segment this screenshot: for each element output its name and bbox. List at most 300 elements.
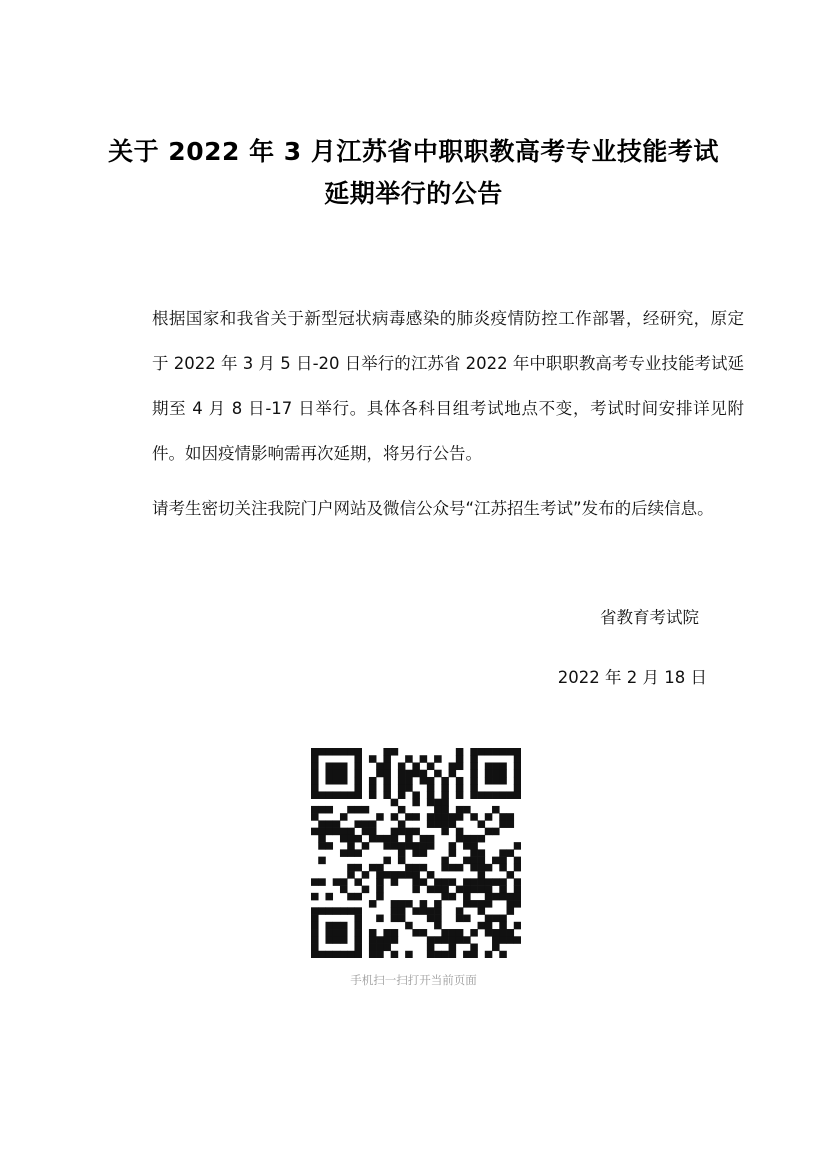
- qr-module: [499, 886, 507, 894]
- qr-module: [470, 784, 478, 792]
- qr-module: [507, 791, 515, 799]
- qr-module: [340, 936, 348, 944]
- qr-module: [427, 944, 435, 952]
- qr-module: [514, 857, 521, 865]
- qr-module: [470, 849, 478, 857]
- qr-module: [492, 878, 500, 886]
- qr-module: [398, 857, 406, 865]
- qr-module: [354, 936, 362, 944]
- qr-module: [485, 864, 493, 872]
- qr-module: [362, 842, 370, 850]
- qr-module: [311, 878, 319, 886]
- qr-module: [354, 791, 362, 799]
- qr-module: [412, 886, 420, 894]
- qr-module: [354, 864, 362, 872]
- qr-module: [463, 886, 471, 894]
- body-paragraph-2: 请考生密切关注我院门户网站及微信公众号“江苏招生考试”发布的后续信息。: [152, 499, 714, 518]
- qr-module: [383, 871, 391, 879]
- qr-module: [369, 929, 377, 937]
- qr-module: [412, 799, 420, 807]
- qr-module: [470, 791, 478, 799]
- qr-module: [318, 748, 326, 756]
- qr-code-icon[interactable]: [311, 748, 521, 958]
- qr-module: [499, 791, 507, 799]
- qr-module: [383, 857, 391, 865]
- qr-module: [492, 748, 500, 756]
- qr-module: [499, 915, 507, 923]
- qr-module: [369, 900, 377, 908]
- qr-module: [456, 835, 464, 843]
- qr-module: [383, 755, 391, 763]
- qr-module: [325, 791, 333, 799]
- qr-module: [463, 842, 471, 850]
- qr-module: [492, 828, 500, 836]
- qr-module: [499, 893, 507, 901]
- qr-module: [485, 748, 493, 756]
- qr-module: [354, 893, 362, 901]
- qr-caption: 手机扫一扫打开当前页面: [350, 973, 477, 987]
- qr-module: [478, 820, 486, 828]
- qr-module: [325, 936, 333, 944]
- qr-module: [398, 762, 406, 770]
- qr-module: [441, 929, 449, 937]
- qr-module: [412, 842, 420, 850]
- qr-module: [485, 922, 493, 930]
- qr-module: [391, 871, 399, 879]
- qr-module: [405, 784, 413, 792]
- qr-module: [449, 864, 457, 872]
- qr-module: [420, 770, 428, 778]
- qr-module: [514, 893, 521, 901]
- qr-module: [449, 944, 457, 952]
- qr-module: [398, 907, 406, 915]
- qr-module: [325, 828, 333, 836]
- qr-module: [311, 936, 319, 944]
- qr-module: [507, 849, 515, 857]
- qr-module: [507, 907, 515, 915]
- qr-module: [362, 871, 370, 879]
- qr-module: [405, 770, 413, 778]
- qr-module: [398, 784, 406, 792]
- qr-module: [333, 820, 341, 828]
- qr-module: [333, 878, 341, 886]
- qr-module: [412, 864, 420, 872]
- qr-module: [507, 900, 515, 908]
- qr-module: [420, 842, 428, 850]
- qr-module: [311, 784, 319, 792]
- qr-module: [398, 842, 406, 850]
- qr-module: [449, 951, 457, 958]
- qr-module: [434, 922, 442, 930]
- qr-module: [311, 806, 319, 814]
- qr-module: [340, 770, 348, 778]
- qr-module: [420, 900, 428, 908]
- qr-module: [340, 828, 348, 836]
- qr-module: [311, 791, 319, 799]
- qr-module: [507, 748, 515, 756]
- qr-module: [354, 748, 362, 756]
- qr-module: [362, 886, 370, 894]
- qr-module: [441, 784, 449, 792]
- qr-module: [398, 871, 406, 879]
- qr-module: [362, 828, 370, 836]
- qr-module: [456, 762, 464, 770]
- qr-module: [347, 893, 355, 901]
- qr-module: [398, 849, 406, 857]
- qr-module: [340, 929, 348, 937]
- qr-module: [427, 936, 435, 944]
- qr-module: [340, 886, 348, 894]
- qr-module: [514, 755, 521, 763]
- qr-module: [318, 828, 326, 836]
- qr-module: [463, 900, 471, 908]
- qr-module: [369, 936, 377, 944]
- qr-module: [470, 857, 478, 865]
- qr-module: [420, 878, 428, 886]
- qr-module: [405, 842, 413, 850]
- qr-module: [347, 828, 355, 836]
- qr-module: [470, 951, 478, 958]
- qr-module: [398, 828, 406, 836]
- qr-module: [318, 835, 326, 843]
- qr-module: [325, 820, 333, 828]
- qr-module: [441, 857, 449, 865]
- qr-module: [340, 849, 348, 857]
- qr-module: [463, 951, 471, 958]
- qr-module: [514, 886, 521, 894]
- qr-module: [318, 791, 326, 799]
- qr-module: [456, 813, 464, 821]
- qr-module: [354, 929, 362, 937]
- qr-module: [427, 762, 435, 770]
- qr-module: [499, 936, 507, 944]
- qr-module: [499, 922, 507, 930]
- qr-module: [449, 842, 457, 850]
- qr-module: [492, 929, 500, 937]
- qr-module: [362, 820, 370, 828]
- qr-module: [499, 878, 507, 886]
- qr-module: [391, 842, 399, 850]
- qr-module: [405, 864, 413, 872]
- qr-module: [347, 864, 355, 872]
- qr-module: [441, 777, 449, 785]
- qr-module: [333, 777, 341, 785]
- qr-module: [405, 813, 413, 821]
- qr-module: [318, 878, 326, 886]
- qr-module: [398, 791, 406, 799]
- qr-module: [499, 820, 507, 828]
- qr-module: [499, 748, 507, 756]
- qr-module: [427, 915, 435, 923]
- qr-module: [398, 777, 406, 785]
- qr-module: [354, 944, 362, 952]
- qr-module: [456, 791, 464, 799]
- qr-module: [420, 929, 428, 937]
- qr-module: [340, 878, 348, 886]
- qr-module: [354, 915, 362, 923]
- qr-module: [376, 936, 384, 944]
- qr-module: [427, 777, 435, 785]
- qr-module: [470, 842, 478, 850]
- qr-module: [478, 871, 486, 879]
- qr-module: [514, 842, 521, 850]
- qr-module: [369, 835, 377, 843]
- title-line-1: 关于 2022 年 3 月江苏省中职职教高考专业技能考试: [108, 137, 719, 166]
- qr-module: [391, 907, 399, 915]
- qr-module: [499, 849, 507, 857]
- qr-module: [449, 770, 457, 778]
- qr-module: [434, 755, 442, 763]
- qr-module: [412, 907, 420, 915]
- qr-module: [376, 762, 384, 770]
- qr-module: [499, 762, 507, 770]
- qr-module: [391, 828, 399, 836]
- qr-module: [420, 777, 428, 785]
- qr-module: [340, 922, 348, 930]
- qr-module: [311, 922, 319, 930]
- qr-module: [376, 886, 384, 894]
- qr-module: [412, 849, 420, 857]
- qr-module: [485, 791, 493, 799]
- qr-module: [485, 900, 493, 908]
- qr-module: [362, 806, 370, 814]
- qr-module: [478, 907, 486, 915]
- qr-module: [470, 835, 478, 843]
- qr-module: [514, 777, 521, 785]
- qr-module: [325, 806, 333, 814]
- qr-module: [340, 748, 348, 756]
- qr-module: [347, 849, 355, 857]
- qr-module: [340, 791, 348, 799]
- qr-module: [405, 951, 413, 958]
- qr-module: [412, 871, 420, 879]
- qr-module: [325, 893, 333, 901]
- qr-module: [427, 951, 435, 958]
- qr-module: [456, 907, 464, 915]
- qr-module: [449, 936, 457, 944]
- qr-module: [420, 835, 428, 843]
- qr-module: [434, 878, 442, 886]
- qr-module: [325, 922, 333, 930]
- qr-module: [412, 770, 420, 778]
- qr-module: [507, 871, 515, 879]
- qr-module: [376, 944, 384, 952]
- qr-module: [398, 806, 406, 814]
- qr-module: [311, 777, 319, 785]
- qr-module: [427, 842, 435, 850]
- qr-module: [405, 922, 413, 930]
- qr-module: [347, 951, 355, 958]
- qr-module: [449, 878, 457, 886]
- qr-module: [456, 828, 464, 836]
- qr-module: [354, 806, 362, 814]
- qr-module: [441, 878, 449, 886]
- qr-module: [391, 835, 399, 843]
- qr-module: [492, 915, 500, 923]
- qr-module: [325, 770, 333, 778]
- qr-module: [485, 777, 493, 785]
- qr-module: [333, 791, 341, 799]
- qr-module: [340, 813, 348, 821]
- qr-module: [434, 936, 442, 944]
- qr-module: [492, 777, 500, 785]
- qr-module: [456, 929, 464, 937]
- qr-module: [420, 907, 428, 915]
- qr-module: [340, 777, 348, 785]
- qr-module: [485, 828, 493, 836]
- qr-module: [376, 770, 384, 778]
- qr-module: [434, 907, 442, 915]
- qr-module: [383, 936, 391, 944]
- qr-module: [325, 929, 333, 937]
- qr-module: [470, 770, 478, 778]
- qr-module: [412, 813, 420, 821]
- qr-module: [311, 748, 319, 756]
- qr-module: [383, 784, 391, 792]
- qr-module: [340, 951, 348, 958]
- qr-module: [383, 748, 391, 756]
- qr-module: [463, 806, 471, 814]
- qr-module: [318, 842, 326, 850]
- qr-module: [470, 864, 478, 872]
- qr-module: [449, 813, 457, 821]
- qr-module: [398, 900, 406, 908]
- qr-module: [485, 915, 493, 923]
- qr-module: [434, 915, 442, 923]
- qr-module: [499, 777, 507, 785]
- qr-module: [514, 784, 521, 792]
- qr-module: [376, 951, 384, 958]
- qr-module: [369, 951, 377, 958]
- qr-module: [391, 799, 399, 807]
- qr-module: [369, 755, 377, 763]
- qr-module: [463, 857, 471, 865]
- qr-module: [333, 936, 341, 944]
- qr-module: [434, 806, 442, 814]
- qr-module: [449, 820, 457, 828]
- qr-module: [456, 864, 464, 872]
- qr-module: [470, 900, 478, 908]
- qr-module: [434, 813, 442, 821]
- qr-module: [340, 762, 348, 770]
- qr-module: [383, 791, 391, 799]
- qr-module: [412, 878, 420, 886]
- qr-module: [456, 915, 464, 923]
- qr-module: [441, 886, 449, 894]
- qr-module: [441, 951, 449, 958]
- qr-module: [478, 864, 486, 872]
- qr-module: [470, 813, 478, 821]
- qr-module: [347, 748, 355, 756]
- qr-module: [311, 907, 319, 915]
- qr-module: [441, 820, 449, 828]
- qr-module: [449, 762, 457, 770]
- qr-module: [311, 813, 319, 821]
- qr-module: [441, 813, 449, 821]
- qr-module: [485, 893, 493, 901]
- qr-module: [354, 907, 362, 915]
- qr-module: [383, 929, 391, 937]
- qr-module: [449, 893, 457, 901]
- qr-module: [456, 777, 464, 785]
- qr-module: [449, 849, 457, 857]
- qr-module: [478, 791, 486, 799]
- qr-module: [347, 835, 355, 843]
- qr-module: [318, 951, 326, 958]
- qr-module: [383, 944, 391, 952]
- qr-module: [456, 936, 464, 944]
- qr-module: [463, 878, 471, 886]
- qr-module: [470, 944, 478, 952]
- qr-module: [485, 813, 493, 821]
- qr-module: [492, 762, 500, 770]
- qr-module: [514, 770, 521, 778]
- qr-module: [347, 907, 355, 915]
- qr-module: [369, 820, 377, 828]
- qr-module: [325, 951, 333, 958]
- qr-module: [369, 944, 377, 952]
- qr-module: [441, 806, 449, 814]
- qr-module: [311, 929, 319, 937]
- qr-module: [354, 849, 362, 857]
- qr-module: [391, 878, 399, 886]
- qr-module: [369, 777, 377, 785]
- qr-module: [456, 755, 464, 763]
- qr-module: [347, 842, 355, 850]
- qr-module: [311, 770, 319, 778]
- qr-module: [492, 944, 500, 952]
- qr-module: [463, 915, 471, 923]
- qr-module: [325, 777, 333, 785]
- qr-module: [391, 748, 399, 756]
- qr-module: [485, 929, 493, 937]
- qr-module: [427, 813, 435, 821]
- qr-module: [354, 777, 362, 785]
- qr-module: [485, 762, 493, 770]
- qr-module: [325, 762, 333, 770]
- qr-module: [333, 748, 341, 756]
- qr-module: [347, 791, 355, 799]
- qr-module: [318, 857, 326, 865]
- qr-module: [354, 784, 362, 792]
- qr-module: [405, 835, 413, 843]
- qr-module: [441, 936, 449, 944]
- qr-module: [492, 791, 500, 799]
- qr-module: [311, 951, 319, 958]
- qr-module: [311, 915, 319, 923]
- qr-module: [391, 915, 399, 923]
- qr-module: [514, 878, 521, 886]
- qr-module: [376, 878, 384, 886]
- qr-module: [470, 886, 478, 894]
- qr-module: [391, 951, 399, 958]
- qr-module: [311, 828, 319, 836]
- qr-module: [478, 900, 486, 908]
- qr-module: [449, 929, 457, 937]
- qr-module: [405, 755, 413, 763]
- qr-module: [333, 951, 341, 958]
- signature-organization: 省教育考试院: [600, 608, 699, 627]
- qr-module: [398, 770, 406, 778]
- qr-module: [412, 791, 420, 799]
- qr-module: [412, 762, 420, 770]
- qr-module: [470, 929, 478, 937]
- qr-module: [441, 791, 449, 799]
- qr-module: [492, 857, 500, 865]
- qr-module: [383, 835, 391, 843]
- qr-module: [463, 936, 471, 944]
- qr-module: [478, 886, 486, 894]
